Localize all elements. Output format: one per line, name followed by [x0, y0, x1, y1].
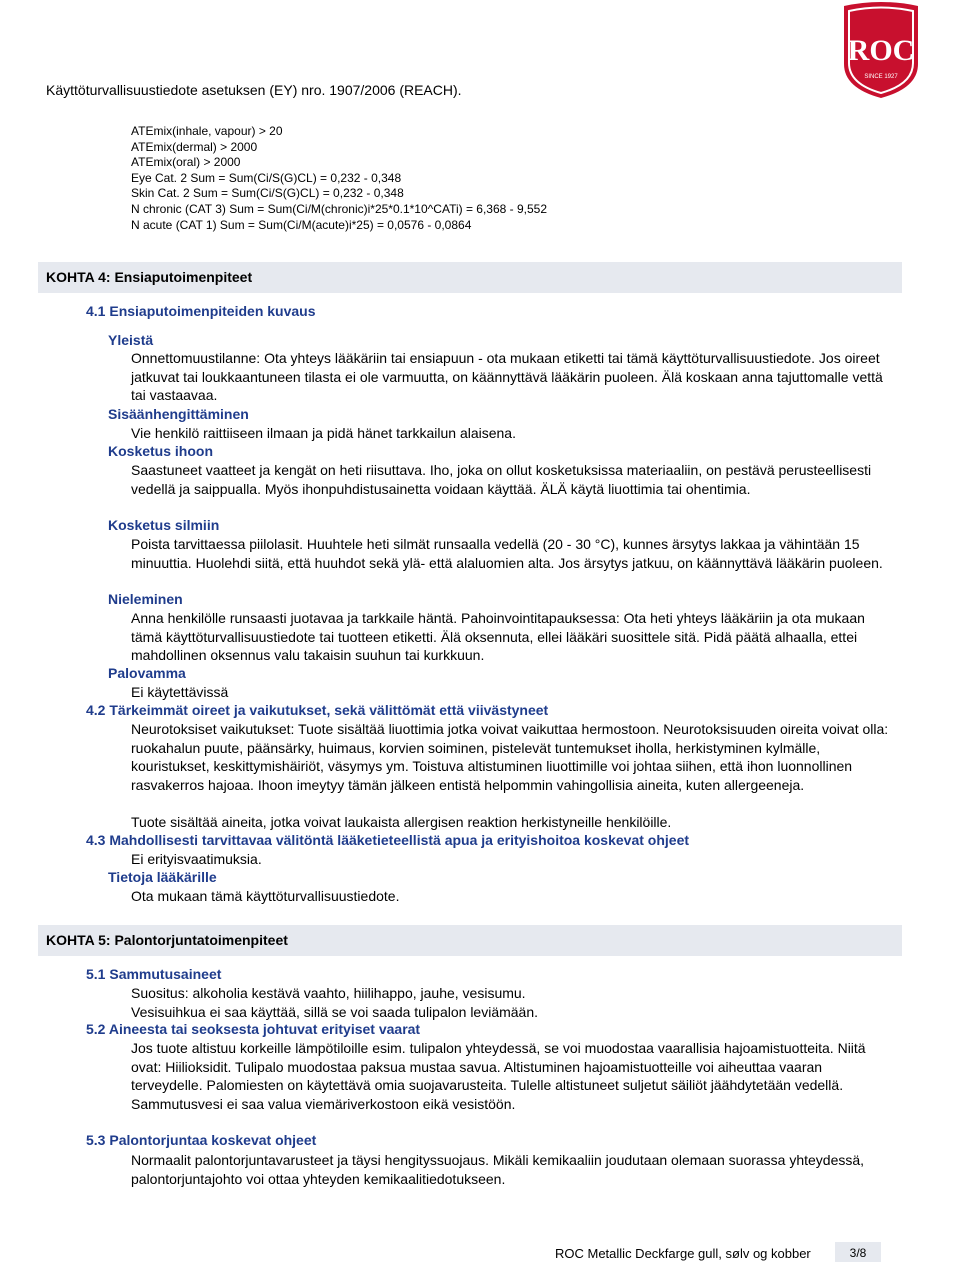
text-5-3: Normaalit palontorjuntavarusteet ja täysi hengityssuojaus. Mikäli kemikaaliin joudutaan olemaan suorassa yhteydessä, palontorjuntajohto voi ottaa yhteyden kemikaalitiedotukseen.	[131, 1152, 865, 1187]
section-5-header	[38, 925, 902, 956]
label-general: Yleistä	[108, 332, 154, 348]
section-4-header	[38, 262, 902, 293]
section-4-title: KOHTA 4: Ensiaputoimenpiteet	[46, 269, 253, 285]
text-burn: Ei käytettävissä	[131, 684, 229, 700]
label-doctor-info: Tietoja lääkärille	[108, 869, 217, 885]
label-burn: Palovamma	[108, 665, 186, 681]
calc-line: Eye Cat. 2 Sum = Sum(Ci/S(G)CL) = 0,232 - 0,348	[131, 170, 402, 185]
label-eye-contact: Kosketus silmiin	[108, 517, 220, 533]
text-5-2: Jos tuote altistuu korkeille lämpötiloille esim. tulipalon yhteydessä, se voi muodostaa vaarallisia hajoamistuotteita. Niitä ovat: Hiilioksidit. Tulipalo muodostaa paksua mustaa savua. Altistuminen hajoamistuotteille voi aiheuttaa vaaran terveydelle. Palomiesten on käytettävä omia suojavarusteita. Tulelle altistuneet suljetut säiliöt jäähdytetään vedellä. Sammutusvesi ei saa valua viemäriverkostoon eikä vesistöön.	[131, 1040, 866, 1112]
text-skin-contact: Saastuneet vaatteet ja kengät on heti riisuttava. Iho, joka on ollut kosketuksissa materiaaliin, on pestävä perusteellisesti vedellä ja saippualla. Myös ihonpuhdistusainetta voidaan käyttää. ÄLÄ käytä liuottimia tai ohentimia.	[131, 462, 872, 497]
text-doctor-info: Ota mukaan tämä käyttöturvallisuustiedote.	[131, 888, 400, 904]
text-5-1: Suositus: alkoholia kestävä vaahto, hiilihappo, jauhe, vesisumu.	[131, 985, 526, 1001]
label-skin-contact: Kosketus ihoon	[108, 443, 214, 459]
calc-line: N chronic (CAT 3) Sum = Sum(Ci/M(chronic)i*25*0.1*10^CATi) = 6,368 - 9,552	[131, 201, 548, 216]
document-title: Käyttöturvallisuustiedote asetuksen (EY) nro. 1907/2006 (REACH).	[46, 82, 462, 98]
subsection-4-2-title: 4.2 Tärkeimmät oireet ja vaikutukset, sekä välittömät että viivästyneet	[86, 702, 549, 718]
subsection-4-1-title: 4.1 Ensiaputoimenpiteiden kuvaus	[86, 303, 316, 319]
calc-line: ATEmix(oral) > 2000	[131, 155, 241, 170]
calc-line: Skin Cat. 2 Sum = Sum(Ci/S(G)CL) = 0,232 - 0,348	[131, 186, 404, 201]
logo-since: SINCE 1927	[864, 74, 898, 80]
section-5-title: KOHTA 5: Palontorjuntatoimenpiteet	[46, 932, 288, 948]
text-inhalation: Vie henkilö raittiiseen ilmaan ja pidä hänet tarkkailun alaisena.	[131, 425, 516, 441]
text-4-2-allergy: Tuote sisältää aineita, jotka voivat laukaista allergisen reaktion herkistyneille henkilöille.	[131, 814, 672, 830]
label-ingestion: Nieleminen	[108, 591, 183, 607]
text-general: Onnettomuustilanne: Ota yhteys lääkäriin tai ensiapuun - ota mukaan etiketti tai tämä käyttöturvallisuustiedote. Jos oireet jatkuvat tai loukkaantuneen tilasta ei ole varmuutta, on käännyttävä lääkärin puoleen. Älä koskaan anna tajuttomalle vettä tai vastaavaa.	[131, 350, 883, 403]
subsection-5-2-title: 5.2 Aineesta tai seoksesta johtuvat erityiset vaarat	[86, 1021, 421, 1037]
footer-product-name: ROC Metallic Deckfarge gull, sølv og kobber	[555, 1246, 811, 1261]
text-4-3: Ei erityisvaatimuksia.	[131, 851, 262, 867]
label-inhalation: Sisäänhengittäminen	[108, 406, 249, 422]
calc-line: ATEmix(dermal) > 2000	[131, 139, 258, 154]
footer-page-number: 3/8	[835, 1242, 881, 1262]
text-4-2: Neurotoksiset vaikutukset: Tuote sisältää liuottimia jotka voivat vaikuttaa hermostoon. Neurotoksisuuden oireita voivat olla: ruokahalun puute, päänsärky, huimaus, korvien soiminen, pistelevät tuntemukset iholla, herkistyminen kylmälle, kouristukset, keskittymishäiriöt, väsymys ym. Toistuva altistuminen liuottimille voi johtaa siihen, että ihon luonnollinen rasvakerros hajoaa. Ihoon imeytyy tämän jälkeen entistä helpommin vahingollisia aineita, kuten allergeeneja.	[131, 721, 889, 793]
logo-text: ROC	[847, 34, 915, 67]
text-eye-contact: Poista tarvittaessa piilolasit. Huuhtele heti silmät runsaalla vedellä (20 - 30 °C), kunnes ärsytys lakkaa ja vähintään 15 minuuttia. Huolehdi siitä, että huuhdot sekä ylä- että alaluomien alta. Jos ärsytys jatkuu, on käännyttävä lääkärin puoleen.	[131, 536, 883, 571]
subsection-4-3-title: 4.3 Mahdollisesti tarvittavaa välitöntä lääketieteellistä apua ja erityishoitoa koskevat ohjeet	[86, 832, 690, 848]
calc-line: N acute (CAT 1) Sum = Sum(Ci/M(acute)i*25) = 0,0576 - 0,0864	[131, 217, 472, 232]
roc-logo	[836, 0, 926, 100]
text-5-1-b: Vesisuihkua ei saa käyttää, sillä se voi saada tulipalon leviämään.	[131, 1004, 539, 1020]
ate-calculations	[131, 124, 547, 233]
subsection-5-1-title: 5.1 Sammutusaineet	[86, 966, 222, 982]
text-ingestion: Anna henkilölle runsaasti juotavaa ja tarkkaile häntä. Pahoinvointitapauksessa: Ota heti yhteys lääkäriin ja ota mukaan tämä käyttöturvallisuustiedote tai tuotteen etiketti. Älä oksennuta, ellei lääkäri suosittele sitä. Pidä päätä alhaalla, ettei mahdollinen oksennus valu takaisin suuhun tai kurkkuun.	[131, 610, 865, 663]
calc-line: ATEmix(inhale, vapour) > 20	[131, 124, 283, 138]
subsection-5-3-title: 5.3 Palontorjuntaa koskevat ohjeet	[86, 1132, 317, 1148]
